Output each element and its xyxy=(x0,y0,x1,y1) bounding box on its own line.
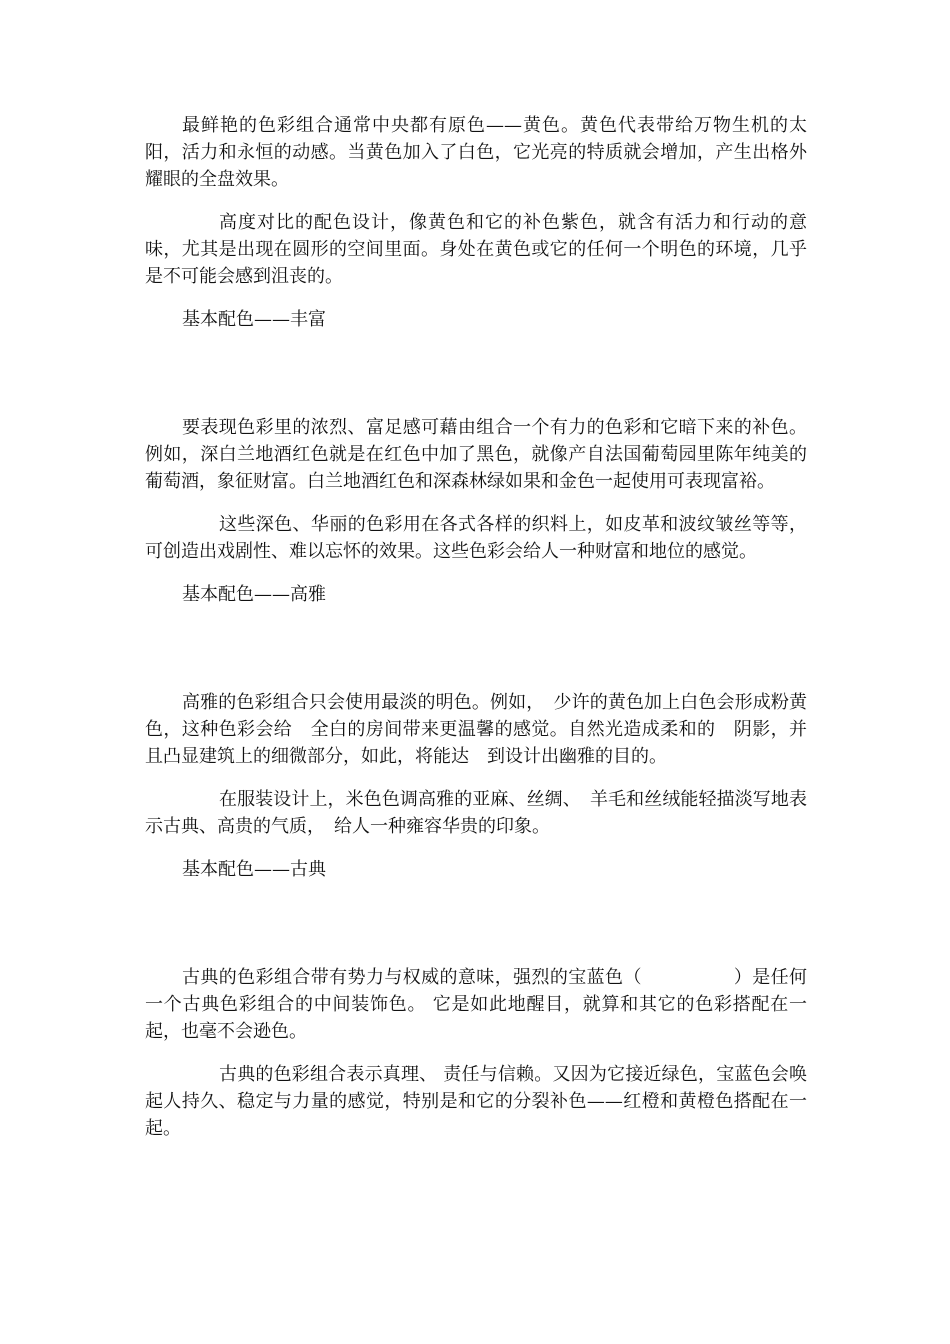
paragraph-yellow-contrast: 高度对比的配色设计，像黄色和它的补色紫色，就含有活力和行动的意味，尤其是出现在圆形的空间里面。身处在黄色或它的任何一个明色的环境，几乎是不可能会感到沮丧的。 xyxy=(145,212,807,287)
paragraph-yellow-intro: 最鲜艳的色彩组合通常中央都有原色——黄色。黄色代表带给万物生机的太阳，活力和永恒的动感。当黄色加入了白色，它光亮的特质就会增加，产生出格外耀眼的全盘效果。 xyxy=(145,115,807,190)
heading-classic: 基本配色——古典 xyxy=(182,859,326,880)
paragraph-classic-intro: 古典的色彩组合带有势力与权威的意味，强烈的宝蓝色（ ）是任何一个古典色彩组合的中间装饰色。 它是如此地醒目，就算和其它的色彩搭配在一起，也毫不会逊色。 xyxy=(145,967,807,1042)
heading-rich: 基本配色——丰富 xyxy=(182,309,326,330)
document-body xyxy=(145,112,807,1142)
paragraph-rich-fabrics: 这些深色、华丽的色彩用在各式各样的织料上，如皮革和波纹皱丝等等，可创造出戏剧性、难以忘怀的效果。这些色彩会给人一种财富和地位的感觉。 xyxy=(145,514,807,562)
paragraph-elegant-intro: 高雅的色彩组合只会使用最淡的明色。例如， 少许的黄色加上白色会形成粉黄色，这种色彩会给 全白的房间带来更温馨的感觉。自然光造成柔和的 阴影，并且凸显建筑上的细微部分，如此，将能达 到设计出幽雅的目的。 xyxy=(145,692,807,767)
paragraph-rich-intro: 要表现色彩里的浓烈、富足感可藉由组合一个有力的色彩和它暗下来的补色。例如，深白兰地酒红色就是在红色中加了黑色，就像产自法国葡萄园里陈年纯美的葡萄酒，象征财富。白兰地酒红色和深森林绿如果和金色一起使用可表现富裕。 xyxy=(145,417,807,492)
paragraph-classic-meaning: 古典的色彩组合表示真理、 责任与信赖。又因为它接近绿色，宝蓝色会唤起人持久、稳定与力量的感觉，特别是和它的分裂补色——红橙和黄橙色搭配在一起。 xyxy=(145,1064,807,1139)
heading-elegant: 基本配色——高雅 xyxy=(182,584,326,605)
paragraph-elegant-fashion: 在服装设计上，米色色调高雅的亚麻、丝绸、 羊毛和丝绒能轻描淡写地表示古典、高贵的气质， 给人一种雍容华贵的印象。 xyxy=(145,789,807,837)
